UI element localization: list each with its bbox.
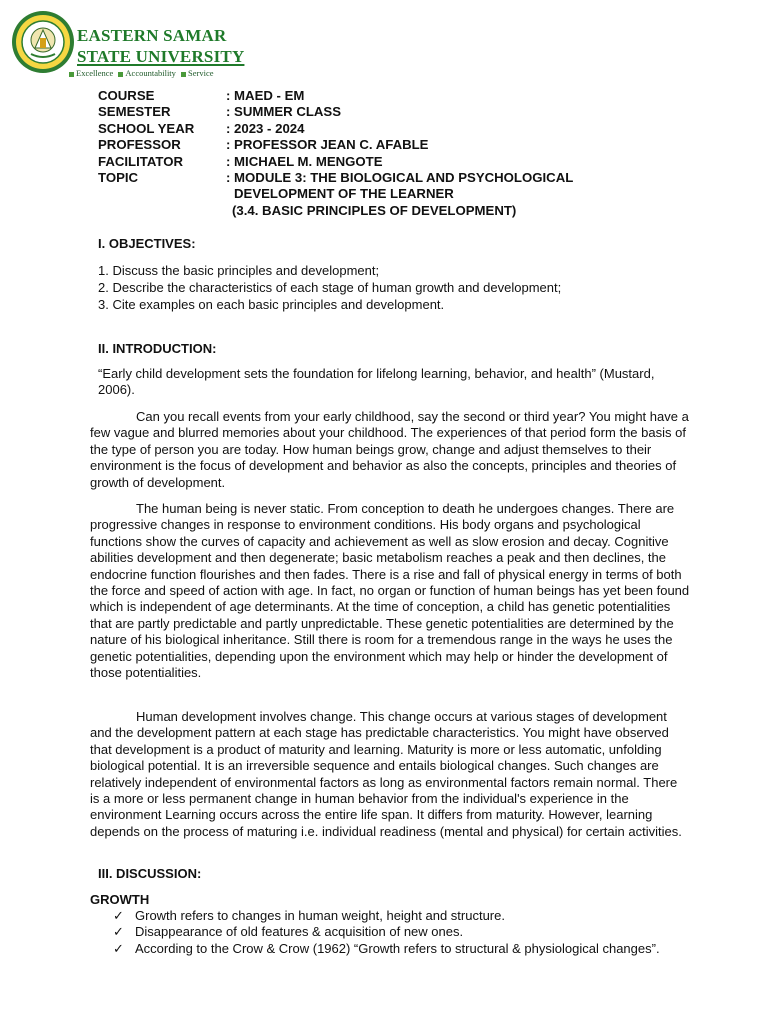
topic-continuation: (3.4. BASIC PRINCIPLES OF DEVELOPMENT) (232, 202, 517, 218)
school-year-label: SCHOOL YEAR (98, 120, 195, 136)
course-info-row (98, 104, 573, 120)
objective-item: 2. Describe the characteristics of each stage of human growth and development; (98, 280, 562, 295)
growth-bullet-text: Growth refers to changes in human weight, height and structure. (135, 908, 505, 923)
facilitator-value: : MICHAEL M. MENGOTE (226, 153, 383, 169)
university-motto (66, 68, 214, 78)
topic-value: : MODULE 3: THE BIOLOGICAL AND PSYCHOLOGICAL (226, 170, 574, 186)
motto-item: Accountability (125, 68, 176, 78)
objective-item: 1. Discuss the basic principles and development; (98, 263, 380, 278)
university-name-line2: STATE UNIVERSITY (77, 47, 245, 66)
topic-continuation-row (98, 186, 573, 202)
motto-bullet-icon (181, 72, 186, 77)
intro-paragraph: Human development involves change. This change occurs at various stages of development and the development pattern at each stage has predictable characteristics. You might have observed that development is a product of maturity and learning. Maturity is more or less automatic, unfolding biological potential. It is an irreversible sequence and entails biological changes. Such changes are relatively independent of environmental factors as long as environmental factors remain normal. There is a more or less permanent change in human behavior from the individual's experience in the environment Learning occurs across the entire life span. It differs from maturity. However, learning depends on the process of maturing i.e. individual readiness (mental and physical) for certain activities. (90, 709, 682, 839)
semester-label: SEMESTER (98, 104, 171, 120)
checkmark-icon: ✓ (113, 908, 124, 923)
growth-subheading: GROWTH (90, 892, 150, 907)
objective-item: 3. Cite examples on each basic principles and development. (98, 297, 445, 312)
objectives-heading: I. OBJECTIVES: (98, 236, 196, 251)
facilitator-label: FACILITATOR (98, 153, 183, 169)
course-value: : MAED - EM (226, 88, 305, 103)
professor-value: : PROFESSOR JEAN C. AFABLE (226, 137, 429, 153)
motto-item: Service (188, 68, 214, 78)
course-label: COURSE (98, 88, 155, 103)
university-name (77, 25, 244, 67)
university-name-line1: EASTERN SAMAR (77, 26, 227, 45)
professor-label: PROFESSOR (98, 137, 181, 153)
course-info-row (98, 121, 573, 137)
motto-item: Excellence (76, 68, 114, 78)
course-info-row (98, 137, 573, 153)
topic-continuation-row (98, 203, 573, 219)
growth-list (113, 908, 660, 957)
course-info (98, 88, 573, 219)
list-item (113, 908, 660, 924)
course-info-row (98, 154, 573, 170)
list-item (113, 941, 660, 957)
checkmark-icon: ✓ (113, 940, 124, 956)
checkmark-icon: ✓ (113, 924, 124, 940)
school-year-value: : 2023 - 2024 (226, 120, 305, 136)
university-seal-icon (11, 10, 75, 74)
motto-bullet-icon (69, 72, 74, 77)
topic-continuation: DEVELOPMENT OF THE LEARNER (234, 186, 454, 202)
discussion-heading: III. DISCUSSION: (98, 866, 202, 881)
growth-bullet-text: According to the Crow & Crow (1962) “Growth refers to structural & physiological changes”. (135, 940, 660, 956)
semester-value: : SUMMER CLASS (226, 104, 342, 120)
introduction-heading: II. INTRODUCTION: (98, 341, 217, 356)
course-info-row (98, 88, 573, 104)
intro-paragraph: The human being is never static. From conception to death he undergoes changes. There are progressive changes in response to environment conditions. His body organs and psychological functions show the curves of capacity and achievement as well as slow erosion and decay. Cognitive abilities development and then degenerate; basic metabolism reaches a peak and then declines, the endocrine function flourishes and then fades. There is a rise and fall of physical energy in terms of both the force and speed of action with age. In fact, no organ or function of human beings has yet been found which is independent of age determinants. At the time of conception, a child has genetic potentialities that are partly predictable and partly unpredictable. These genetic potentialities are determined by the nature of his biological inheritance. Still there is room for a tremendous range in the ways he uses the genetic potentialities, depending upon the environment which may help or hinder the development of those potentialities. (90, 501, 690, 681)
list-item (113, 924, 660, 940)
intro-quote: “Early child development sets the foundation for lifelong learning, behavior, and health” (Mustard, 2006). (98, 366, 655, 398)
course-info-row (98, 170, 573, 186)
growth-bullet-text: Disappearance of old features & acquisition of new ones. (135, 924, 464, 940)
topic-label: TOPIC (98, 170, 139, 186)
motto-bullet-icon (118, 72, 123, 77)
intro-paragraph: Can you recall events from your early childhood, say the second or third year? You might have a few vague and blurred memories about your childhood. The experiences of that period form the basis of the type of person you are today. How human beings grow, change and adjust themselves to their environment is the focus of development and behavior as also the concepts, principles and theories of growth of development. (90, 409, 689, 490)
